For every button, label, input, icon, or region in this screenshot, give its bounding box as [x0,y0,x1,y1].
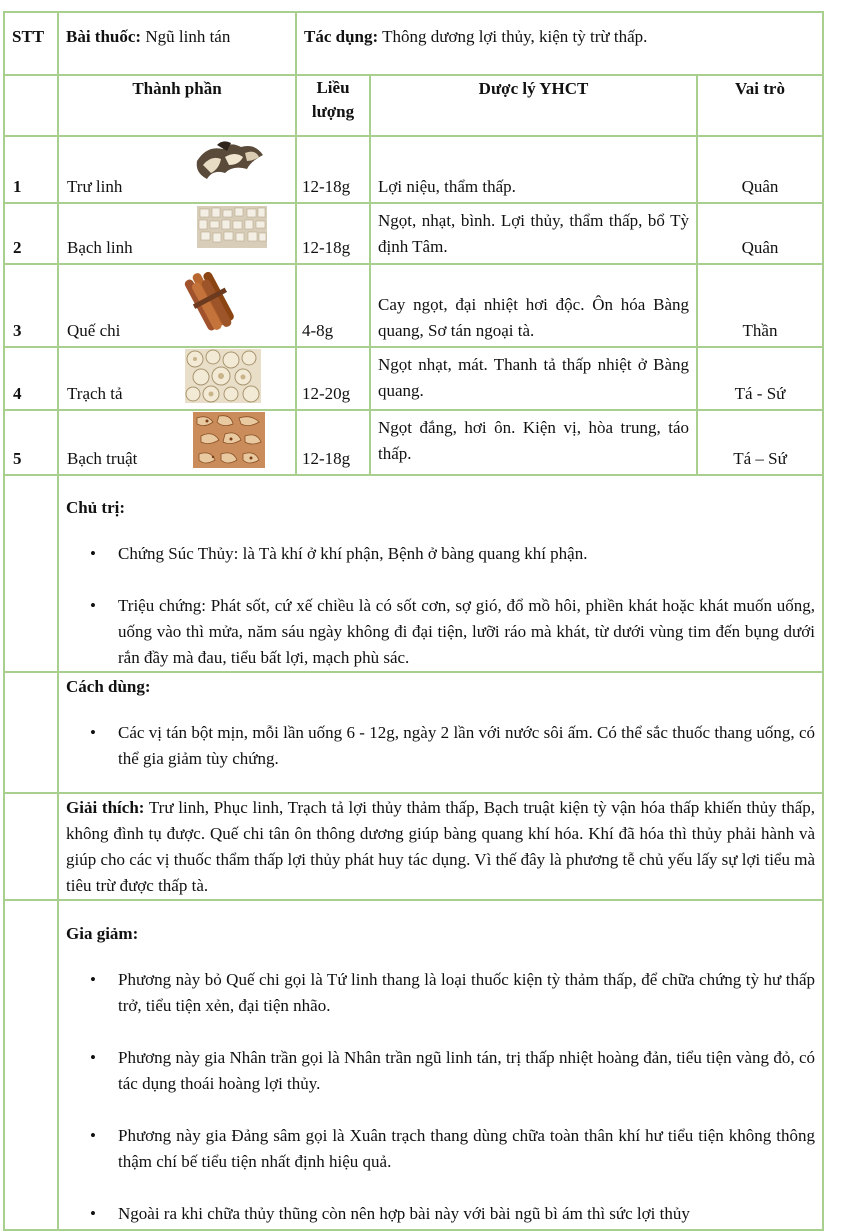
row-pharmacology: Lợi niệu, thẩm thấp. [370,136,697,203]
row-pharmacology: Ngọt nhạt, mát. Thanh tả thấp nhiệt ở Bàng quang. [370,347,697,410]
table-row [4,136,823,203]
ingredient-cell [58,264,296,347]
row-dose: 4-8g [296,264,370,347]
row-dose: 12-18g [296,410,370,475]
usage-title: Cách dùng: [66,677,151,696]
cinnamon-twig-icon [181,265,243,335]
indications-list [66,541,815,671]
row-role: Thần [697,264,823,347]
table-row [4,264,823,347]
col-role: Vai trò [697,75,823,136]
col-ingredients: Thành phần [58,75,296,136]
header-row [4,12,823,75]
ingredient-cell [58,410,296,475]
ingredient-name: Trư linh [67,177,123,196]
row-pharmacology: Ngọt, nhạt, bình. Lợi thủy, thẩm thấp, bổ Tỳ định Tâm. [370,203,697,264]
stt-header: STT [4,12,58,75]
column-header-row [4,75,823,136]
ingredient-name: Trạch tả [67,384,123,403]
list-item: • Triệu chứng: Phát sốt, cứ xế chiều là có sốt cơn, sợ gió, đổ mồ hôi, phiền khát hoặc khát muốn uống, uống vào thì mửa, năm sáu ngày không đi đại tiện, lưỡi ráo mà khát, từ dưới vùng tim đến bụng dưới rắn đầy mà đau, tiểu bất lợi, mạch phù sác. [118,593,815,671]
explanation-section [4,793,823,900]
table-row [4,347,823,410]
modifications-title: Gia giảm: [66,924,139,943]
modifications-cell [58,900,823,1230]
list-item: • Các vị tán bột mịn, mỗi lần uống 6 - 12g, ngày 2 lần với nước sôi ấm. Có thể sắc thuốc thang uống, có thể gia giảm tùy chứng. [118,720,815,772]
empty-stt-cell [4,475,58,672]
poria-icon [197,206,267,248]
ingredient-name: Quế chi [67,321,121,340]
row-role: Tá – Sứ [697,410,823,475]
row-role: Quân [697,203,823,264]
col-pharmacology: Dược lý YHCT [370,75,697,136]
row-dose: 12-18g [296,136,370,203]
row-dose: 12-20g [296,347,370,410]
row-pharmacology: Ngọt đắng, hơi ôn. Kiện vị, hòa trung, táo thấp. [370,410,697,475]
remedy-cell [58,12,296,75]
table-row [4,410,823,475]
list-item: • Phương này bỏ Quế chi gọi là Tứ linh thang là loại thuốc kiện tỳ thảm thấp, để chữa chứng tỳ hư thấp trở, tiểu tiện xẻn, đại tiện nhão. [118,967,815,1019]
effect-label: Tác dụng: [304,27,379,46]
atractylodes-icon [193,412,265,468]
table-row [4,203,823,264]
ingredient-name: Bạch truật [67,449,138,468]
explanation-text: Trư linh, Phục linh, Trạch tả lợi thủy thảm thấp, Bạch truật kiện tỳ vận hóa thấp khiến thủy thấp, không đình tụ được. Quế chi tân ôn thông dương giúp bàng quang khí hóa. Khí đã hóa thì thủy phải hành và giúp cho các vị thuốc thẩm thấp lợi thủy phát huy tác dụng. Vì thế đây là phương tễ chủ yếu lấy sự lợi tiểu mà tiêu trừ được thấp tà. [66,798,815,895]
ingredient-cell [58,136,296,203]
ingredient-name: Bạch linh [67,238,133,257]
list-item: • Ngoài ra khi chữa thủy thũng còn nên hợp bài này với bài ngũ bì ám thì sức lợi thủy [118,1201,815,1227]
remedy-table [3,11,824,1231]
indications-title: Chủ trị: [66,498,126,517]
indications-section [4,475,823,672]
remedy-name: Ngũ linh tán [145,27,231,46]
col-dose-line2: lượng [311,102,355,121]
row-role: Tá - Sứ [697,347,823,410]
list-item: • Phương này gia Nhân trần gọi là Nhân trần ngũ linh tán, trị thấp nhiệt hoàng đản, tiểu tiện vàng đỏ, có tác dụng thoái hoàng lợi thủy. [118,1045,815,1097]
row-role: Quân [697,136,823,203]
remedy-label: Bài thuốc: [66,27,142,46]
row-stt: 2 [4,203,58,264]
explanation-title: Giải thích: [66,798,145,817]
usage-cell [58,672,823,793]
polyporus-icon [189,139,269,185]
empty-header-cell [4,75,58,136]
effect-text: Thông dương lợi thủy, kiện tỳ trừ thấp. [382,27,648,46]
ingredient-cell [58,347,296,410]
list-item: • Chứng Súc Thủy: là Tà khí ở khí phận, Bệnh ở bàng quang khí phận. [118,541,815,567]
indications-cell [58,475,823,672]
row-stt: 3 [4,264,58,347]
empty-stt-cell [4,900,58,1230]
usage-section [4,672,823,793]
usage-list [66,720,815,772]
empty-stt-cell [4,793,58,900]
alisma-icon [185,349,261,403]
col-dose-line1: Liều [316,78,350,97]
explanation-cell [58,793,823,900]
modifications-section [4,900,823,1230]
list-item: • Phương này gia Đảng sâm gọi là Xuân trạch thang dùng chữa toàn thân khí hư tiểu tiện không thông thậm chí bế tiểu tiện nhất định hiệu quả. [118,1123,815,1175]
ingredient-cell [58,203,296,264]
empty-stt-cell [4,672,58,793]
col-dose [296,75,370,136]
row-stt: 4 [4,347,58,410]
row-pharmacology: Cay ngọt, đại nhiệt hơi độc. Ôn hóa Bàng quang, Sơ tán ngoại tà. [370,264,697,347]
row-dose: 12-18g [296,203,370,264]
row-stt: 5 [4,410,58,475]
row-stt: 1 [4,136,58,203]
modifications-list [66,967,815,1227]
effect-cell [296,12,823,75]
